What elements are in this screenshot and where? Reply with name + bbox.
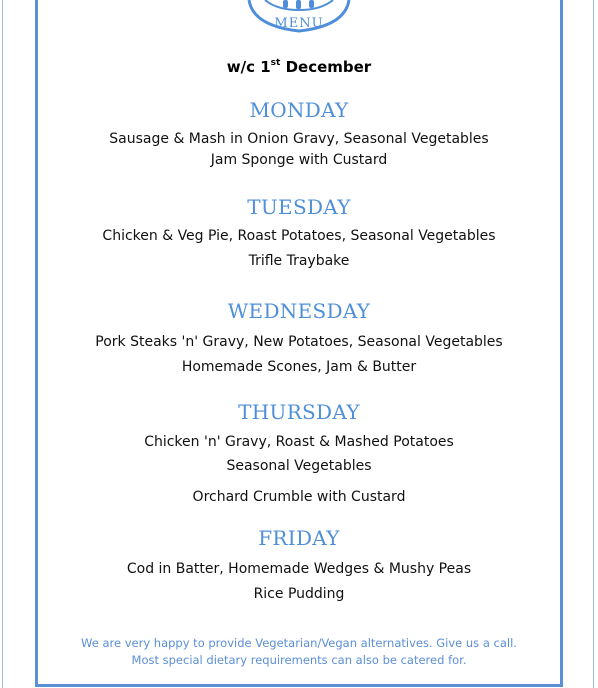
day-heading-wednesday: WEDNESDAY	[227, 299, 371, 323]
menu-logo	[247, 0, 351, 34]
menu-logo-text: MENU	[274, 16, 324, 31]
week-superscript: st	[270, 58, 281, 68]
menu-line: Homemade Scones, Jam & Butter	[181, 359, 417, 375]
week-commencing	[0, 58, 598, 76]
dietary-note-line-1: We are very happy to provide Vegetarian/Vegan alternatives. Give us a call.	[81, 636, 517, 650]
menu-line: Sausage & Mash in Onion Gravy, Seasonal Vegetables	[109, 131, 489, 147]
day-heading-friday: FRIDAY	[258, 526, 340, 550]
menu-line: Trifle Traybake	[248, 253, 350, 269]
menu-line: Rice Pudding	[253, 586, 345, 602]
day-heading-tuesday: TUESDAY	[247, 195, 351, 219]
dietary-note-line-2: Most special dietary requirements can also be catered for.	[131, 653, 467, 667]
menu-line: Orchard Crumble with Custard	[192, 489, 406, 505]
menu-line: Pork Steaks 'n' Gravy, New Potatoes, Seasonal Vegetables	[95, 334, 503, 350]
menu-line: Jam Sponge with Custard	[210, 152, 388, 168]
menu-line: Chicken 'n' Gravy, Roast & Mashed Potatoes	[144, 434, 454, 450]
menu-line: Cod in Batter, Homemade Wedges & Mushy Peas	[126, 561, 472, 577]
week-prefix: w/c 1	[226, 58, 271, 76]
day-heading-thursday: THURSDAY	[238, 400, 360, 424]
menu-line: Chicken & Veg Pie, Roast Potatoes, Seasonal Vegetables	[102, 228, 496, 244]
week-suffix: December	[280, 58, 372, 76]
day-heading-monday: MONDAY	[249, 98, 349, 122]
menu-logo-icon	[247, 0, 351, 34]
menu-line: Seasonal Vegetables	[226, 458, 372, 474]
